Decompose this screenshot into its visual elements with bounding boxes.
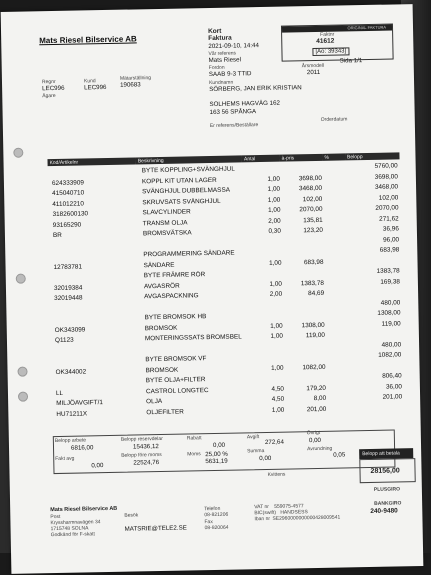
row-price: 1308,00 — [301, 321, 325, 329]
row-code: 3182600130 — [52, 210, 89, 219]
footer-company: Mats Riesel Bilservice AB — [50, 505, 118, 514]
vat-label: Moms — [187, 451, 201, 458]
ao-number: [Ao: 39343] — [312, 47, 349, 56]
footer-bic: HANDSESS — [280, 509, 308, 516]
row-desc: BYTE FRÄMRE RÖR — [143, 271, 206, 280]
row-code: OK343099 — [54, 325, 86, 334]
row-amount: 102,00 — [378, 193, 399, 202]
row-code: 32019448 — [54, 294, 83, 303]
kund-label: Kund — [83, 78, 96, 85]
invoice-paper — [1, 4, 424, 574]
row-desc: PROGRAMMERING SÄNDARE — [143, 249, 235, 259]
row-desc: BROMSOK — [145, 366, 179, 374]
row-desc: BYTE BROMSOK HB — [144, 313, 207, 322]
row-price: 3698,00 — [298, 174, 322, 182]
other-label: Övrigt — [306, 429, 321, 437]
footer-bankgiro: 240-9480 — [370, 507, 398, 516]
footer-tax-note: Godkänd för F-skatt — [50, 531, 95, 539]
row-qty: 2,00 — [269, 290, 283, 298]
company-name: Mats Riesel Bilservice AB — [39, 34, 137, 46]
model-year-value: 2011 — [306, 68, 321, 77]
row-code: LL — [55, 389, 64, 397]
row-price: 102,00 — [302, 195, 323, 203]
row-price: 3468,00 — [298, 184, 323, 193]
row-desc: SÄNDARE — [143, 261, 175, 269]
regnr-value: LEC996 — [42, 84, 65, 93]
row-price: 119,00 — [305, 331, 325, 340]
col-code: Kod/Artikelnr — [47, 157, 135, 166]
row-amount: 3468,00 — [374, 183, 399, 191]
invoice-fee: 0,00 — [91, 462, 104, 470]
row-amount: 683,98 — [379, 246, 400, 254]
punch-hole — [16, 274, 26, 284]
doc-type-card: Kort — [207, 27, 222, 36]
row-amount: 806,40 — [382, 372, 402, 380]
row-qty: 4,50 — [271, 395, 285, 403]
footer-bic-label: BIC(swift) — [254, 509, 277, 517]
reference-label: Er referens/Beställare — [209, 122, 259, 130]
footer-visit-label: Besök — [124, 512, 139, 519]
row-code: MILJÖAVGIFT/1 — [56, 399, 103, 408]
row-amount: 1383,78 — [376, 267, 400, 275]
footer-iban-label: Iban nr — [254, 515, 271, 523]
row-qty: 1,00 — [270, 332, 283, 340]
row-desc: AVGASPACKNING — [144, 292, 199, 301]
mileage-value: 190683 — [120, 81, 141, 89]
discount-label: Rabatt — [186, 435, 202, 442]
vat-amount: 5631,19 — [205, 457, 228, 466]
kund-value: LEC996 — [84, 83, 107, 92]
footer-bankgiro-label: BANKGIRO — [374, 500, 402, 507]
row-amount: 36,00 — [385, 382, 402, 391]
row-code: 93165290 — [52, 221, 82, 229]
seller-label: Vår referens — [208, 50, 237, 58]
row-desc: MONTERINGSSATS BROMSBEL — [144, 333, 242, 343]
rounding-amount: 0,05 — [333, 451, 346, 459]
row-amount: 169,38 — [380, 277, 400, 286]
vat-percent: 25,00 % — [205, 450, 228, 459]
parts-amount-label: Belopp reservdelar — [120, 435, 163, 443]
amount-due-box — [359, 458, 415, 483]
row-desc: BROMSVÄTSKA — [142, 229, 192, 238]
order-date-label: Orderdatum — [320, 116, 348, 123]
original-label: ORIGINAL FAKTURA — [347, 24, 387, 31]
footer-vat-label: VAT nr — [254, 503, 269, 511]
row-code: 12783781 — [53, 262, 83, 271]
regnr-label: Regnr — [41, 78, 56, 86]
row-amount: 271,62 — [379, 214, 399, 223]
row-price: 683,98 — [303, 258, 324, 266]
row-amount: 96,00 — [383, 235, 400, 244]
footer-iban: SE2960000000000428009541 — [272, 514, 341, 522]
row-qty: 1,00 — [267, 175, 280, 183]
footer-email: MATSRIE@TELE2.SE — [124, 524, 187, 533]
owner-label: Ägare — [42, 92, 56, 100]
amount-due-label: Belopp att betala — [362, 450, 400, 458]
row-qty: 1,00 — [269, 280, 282, 288]
other-amount: 0,00 — [308, 436, 322, 445]
footer-address-line2: 1715748 SOLNA — [50, 525, 89, 533]
row-amount: 201,00 — [382, 393, 403, 401]
row-amount: 1308,00 — [377, 309, 401, 317]
row-code: HU71211X — [56, 409, 88, 418]
row-desc: SVÄNGHJUL DUBBELMASSA — [142, 186, 231, 196]
row-qty: 2,00 — [268, 217, 281, 225]
parts-amount: 15436,12 — [132, 443, 159, 451]
footer-phone: 08-821206 — [204, 511, 229, 519]
pre-vat-label: Belopp före moms — [121, 451, 162, 459]
col-qty: Antal — [242, 155, 280, 163]
row-desc: SLAVCYLINDER — [142, 208, 191, 217]
row-code: 415040710 — [52, 189, 85, 198]
row-code: Q1123 — [54, 336, 74, 345]
row-qty: 1,00 — [270, 322, 283, 330]
pre-vat-amount: 22524,76 — [133, 459, 160, 467]
row-desc: SKRUVSATS SVÄNGHJUL — [142, 197, 221, 206]
row-code: 411012210 — [52, 199, 84, 208]
row-qty: 1,00 — [267, 206, 281, 214]
row-qty: 1,00 — [271, 406, 285, 414]
mileage-label: Mätarställning — [119, 75, 152, 82]
amount-due: 28156,00 — [370, 467, 400, 475]
row-amount: 5760,00 — [374, 162, 398, 170]
page-number: Sida 1/1 — [339, 57, 363, 65]
seller-value: Mats Riesel — [208, 56, 242, 65]
row-qty: 1,00 — [267, 196, 281, 204]
row-price: 84,69 — [308, 289, 325, 298]
row-code: OK344002 — [55, 367, 87, 376]
row-desc: OLJEFILTER — [146, 408, 184, 416]
invoice-number-box — [281, 23, 394, 61]
row-desc: TRANSM OLJA — [142, 218, 188, 227]
footer-vat: 559075-4577 — [274, 503, 304, 510]
row-code: 32019384 — [53, 283, 83, 292]
customer-name: SÖRBERG, JAN ERIK KRISTIAN — [209, 84, 302, 94]
work-amount-label: Belopp arbete — [54, 437, 87, 445]
row-amount: 36,96 — [382, 225, 399, 233]
row-price: 1082,00 — [302, 363, 326, 371]
items-table-header — [47, 152, 399, 166]
rounding-label: Avrundning — [307, 445, 333, 453]
customer-label: Kundnamn — [208, 79, 234, 87]
row-amount: 2070,00 — [375, 204, 399, 212]
discount-amount: 0,00 — [212, 441, 226, 450]
row-qty: 0,30 — [268, 227, 281, 235]
invoice-fee-label: Fakt avg — [55, 455, 75, 463]
work-amount: 6816,00 — [70, 444, 94, 452]
footer-phone-label: Telefon — [204, 505, 221, 513]
row-desc: BROMSOK — [144, 324, 178, 332]
plusgiro-label: PLUSGIRO — [373, 486, 401, 493]
row-amount: 3698,00 — [374, 172, 398, 181]
row-price: 1383,78 — [300, 279, 324, 287]
footer-fax-label: Fax — [204, 519, 213, 526]
col-discount: % — [322, 153, 345, 160]
row-desc: KOPPL KIT UTAN LAGER — [141, 176, 217, 185]
row-amount: 480,00 — [380, 298, 401, 307]
original-bar — [282, 24, 392, 32]
row-desc: BYTE OLJA+FILTER — [145, 376, 206, 385]
row-qty: 1,00 — [271, 364, 284, 372]
model-year-label: Årsmodell — [301, 62, 325, 70]
row-code: 624333909 — [51, 178, 84, 187]
row-qty: 1,00 — [267, 185, 281, 193]
car-value: SAAB 9-3 TTID — [208, 70, 252, 79]
punch-hole — [17, 367, 27, 377]
row-code: BR — [52, 231, 62, 240]
row-amount: 480,00 — [381, 340, 402, 349]
row-desc: OLJA — [146, 397, 163, 406]
car-label: Fordon — [208, 64, 225, 72]
customer-address-line2: 163 56 SPÅNGA — [209, 108, 257, 117]
col-amount: Belopp — [345, 152, 400, 160]
row-desc: AVGASRÖR — [143, 282, 180, 290]
row-qty: 1,00 — [268, 259, 282, 267]
row-desc: BYTE KOPPLING+SVÄNGHJUL — [141, 165, 236, 175]
footer-address-line1: Kryssharmnavägen 34 — [50, 519, 101, 527]
footer-address-label: Post — [50, 513, 61, 521]
row-price: 8,00 — [313, 394, 327, 403]
sum-label: Summa — [247, 448, 265, 455]
fee-amount: 272,64 — [264, 438, 284, 447]
invoice-no-label: Faktnr — [320, 31, 335, 38]
punch-hole — [18, 392, 28, 402]
row-price: 2070,00 — [299, 205, 323, 214]
doc-type-invoice: Faktura — [208, 34, 232, 43]
fee-label: Avgift — [246, 434, 260, 441]
row-desc: CASTROL LONGTEC — [145, 386, 209, 395]
row-price: 201,00 — [306, 405, 327, 413]
row-amount: 1082,00 — [378, 351, 402, 359]
col-description: Beskrivning — [136, 155, 242, 164]
invoice-no-value: 41612 — [316, 37, 335, 45]
punch-hole — [13, 148, 23, 158]
row-price: 179,20 — [306, 384, 326, 392]
row-price: 135,81 — [303, 216, 323, 224]
receipt-label: Kvittens — [267, 471, 286, 478]
col-unit-price: à-pris — [280, 154, 323, 162]
footer-fax: 08-820064 — [204, 524, 229, 532]
invoice-datetime: 2021-09-10, 14:44 — [208, 42, 259, 51]
row-qty: 4,50 — [271, 385, 284, 393]
sum-amount: 0,00 — [259, 454, 272, 463]
row-price: 123,20 — [303, 226, 323, 235]
row-amount: 119,00 — [381, 319, 401, 328]
row-desc: BYTE BROMSOK VF — [145, 355, 207, 364]
customer-address-line1: SOLHEMS HAGVÄG 162 — [209, 99, 281, 109]
